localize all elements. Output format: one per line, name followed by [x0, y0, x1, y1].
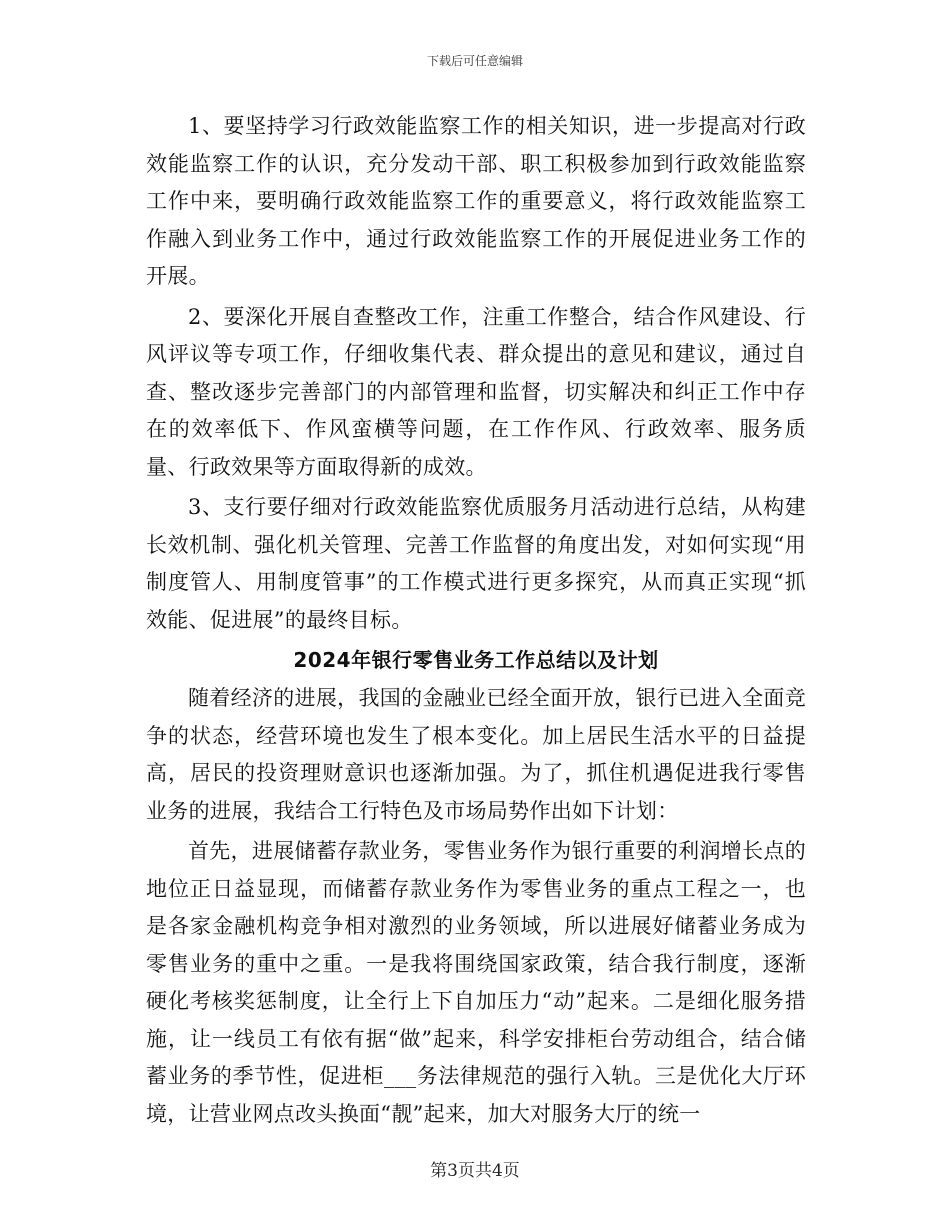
paragraph-5: 首先，进展储蓄存款业务，零售业务作为银行重要的利润增长点的地位正日益显现，而储蓄存款业务作为零售业务的重点工程之一，也是各家金融机构竞争相对激烈的业务领域，所以进展好储蓄业务成为零售业务的重中之重。一是我将围绕国家政策，结合我行制度，逐渐硬化考核奖惩制度，让全行上下自加压力“动”起来。二是细化服务措施，让一线员工有依有据“做”起来，科学安排柜台劳动组合，结合储蓄业务的季节性，促进柜___务法律规范的强行入轨。三是优化大厅环境，让营业网点改头换面“靓”起来，加大对服务大厅的统一	[146, 839, 806, 1126]
paragraph-3: 3、支行要仔细对行政效能监察优质服务月活动进行总结，从构建长效机制、强化机关管理、完善工作监督的角度出发，对如何实现“用制度管人、用制度管事”的工作模式进行更多探究，从而真正实现“抓效能、促进展”的最终目标。	[146, 495, 806, 632]
page-number: 第3页共4页	[430, 1161, 520, 1181]
paragraph-4: 随着经济的进展，我国的金融业已经全面开放，银行已进入全面竞争的状态，经营环境也发生了根本变化。加上居民生活水平的日益提高，居民的投资理财意识也逐渐加强。为了，抓住机遇促进我行零售业务的进展，我结合工行特色及市场局势作出如下计划：	[146, 686, 806, 823]
document-body	[146, 108, 806, 1136]
section-title: 2024年银行零售业务工作总结以及计划	[293, 648, 659, 672]
paragraph-1: 1、要坚持学习行政效能监察工作的相关知识，进一步提高对行政效能监察工作的认识，充分发动干部、职工积极参加到行政效能监察工作中来，要明确行政效能监察工作的重要意义，将行政效能监察工作融入到业务工作中，通过行政效能监察工作的开展促进业务工作的开展。	[146, 114, 806, 288]
header-note: 下载后可任意编辑	[426, 54, 523, 68]
paragraph-2: 2、要深化开展自查整改工作，注重工作整合，结合作风建设、行风评议等专项工作，仔细收集代表、群众提出的意见和建议，通过自查、整改逐步完善部门的内部管理和监督，切实解决和纠正工作中存在的效率低下、作风蛮横等问题，在工作作风、行政效率、服务质量、行政效果等方面取得新的成效。	[146, 304, 806, 479]
